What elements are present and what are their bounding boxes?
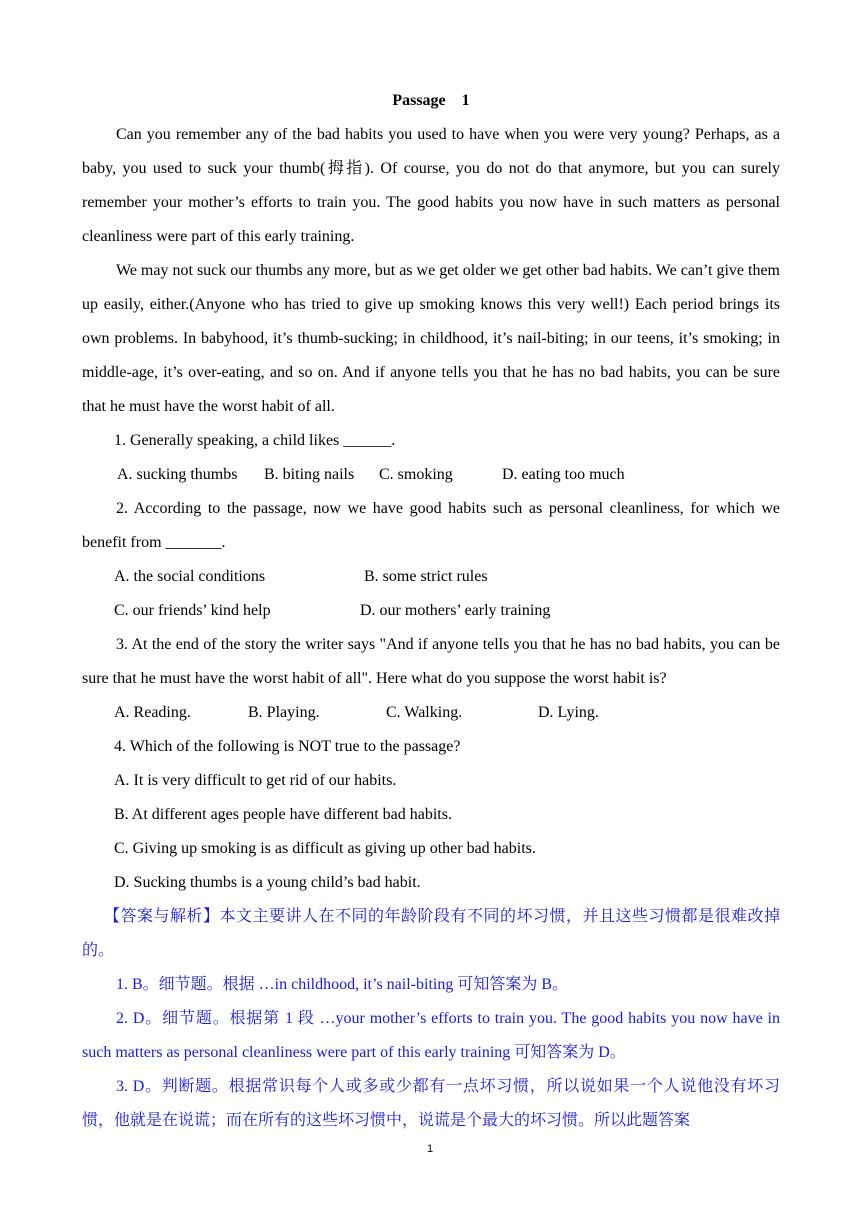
question-3-options [82,696,780,730]
q3-option-c: C. Walking. [386,704,463,721]
q2-option-c: C. our friends’ kind help [114,602,271,619]
q4-option-c: C. Giving up smoking is as difficult as giving up other bad habits. [114,840,536,857]
q2-option-d: D. our mothers’ early training [360,602,551,619]
q1-option-a: A. sucking thumbs [117,466,238,483]
q3-option-a: A. Reading. [114,704,191,721]
answer-section [82,900,780,1138]
q3-option-b: B. Playing. [248,704,320,721]
q1-option-b: B. biting nails [264,466,355,483]
q1-option-c: C. smoking [379,466,453,483]
passage-title: Passage 1 [392,92,470,109]
q4-option-a: A. It is very difficult to get rid of our habits. [114,772,397,789]
answer-2: 2. D。细节题。根据第 1 段 …your mother’s efforts to train you. The good habits you now have in such matters as personal cleanliness were part of this early training 可知答案为 D。 [82,1010,780,1061]
question-4-stem: 4. Which of the following is NOT true to the passage? [114,738,461,755]
passage-paragraph-2: We may not suck our thumbs any more, but as we get older we get other bad habits. We can’t give them up easily, either.(Anyone who has tried to give up smoking knows this very well!) Each period brings its own problems. In babyhood, it’s thumb-sucking; in childhood, it’s nail-biting; in our teens, it’s smoking; in middle-age, it’s over-eating, and so on. And if anyone tells you that he has no bad habits, you can be sure that he must have the worst habit of all. [82,262,780,415]
q1-option-d: D. eating too much [502,466,625,483]
page-number: 1 [426,1143,434,1155]
question-2-stem: 2. According to the passage, now we have good habits such as personal cleanliness, for which we benefit from _______. [82,500,780,551]
answer-3: 3. D。判断题。根据常识每个人或多或少都有一点坏习惯，所以说如果一个人说他没有坏习惯，他就是在说谎；而在所有的这些坏习惯中，说谎是个最大的坏习惯。所以此题答案 [82,1078,780,1129]
question-2-options-row-1 [82,560,780,594]
document-page [82,84,780,1138]
question-1-stem: 1. Generally speaking, a child likes ______. [114,432,396,449]
q4-option-d: D. Sucking thumbs is a young child’s bad habit. [114,874,421,891]
q4-option-b: B. At different ages people have different bad habits. [114,806,452,823]
passage-paragraph-1: Can you remember any of the bad habits you used to have when you were very young? Perhaps, as a baby, you used to suck your thumb(拇指). Of course, you do not do that anymore, but you can surely remember your mother’s efforts to train you. The good habits you now have in such matters as personal cleanliness were part of this early training. [82,126,780,245]
q2-option-b: B. some strict rules [364,568,488,585]
q3-option-d: D. Lying. [538,704,599,721]
answer-intro: 【答案与解析】本文主要讲人在不同的年龄阶段有不同的坏习惯，并且这些习惯都是很难改掉的。 [82,908,780,959]
answer-1: 1. B。细节题。根据 …in childhood, it’s nail-biting 可知答案为 B。 [116,976,569,993]
question-1-options [82,458,780,492]
question-3-stem: 3. At the end of the story the writer says "And if anyone tells you that he has no bad habits, you can be sure that he must have the worst habit of all". Here what do you suppose the worst habit is? [82,636,780,687]
q2-option-a: A. the social conditions [114,568,266,585]
question-2-options-row-2 [82,594,780,628]
